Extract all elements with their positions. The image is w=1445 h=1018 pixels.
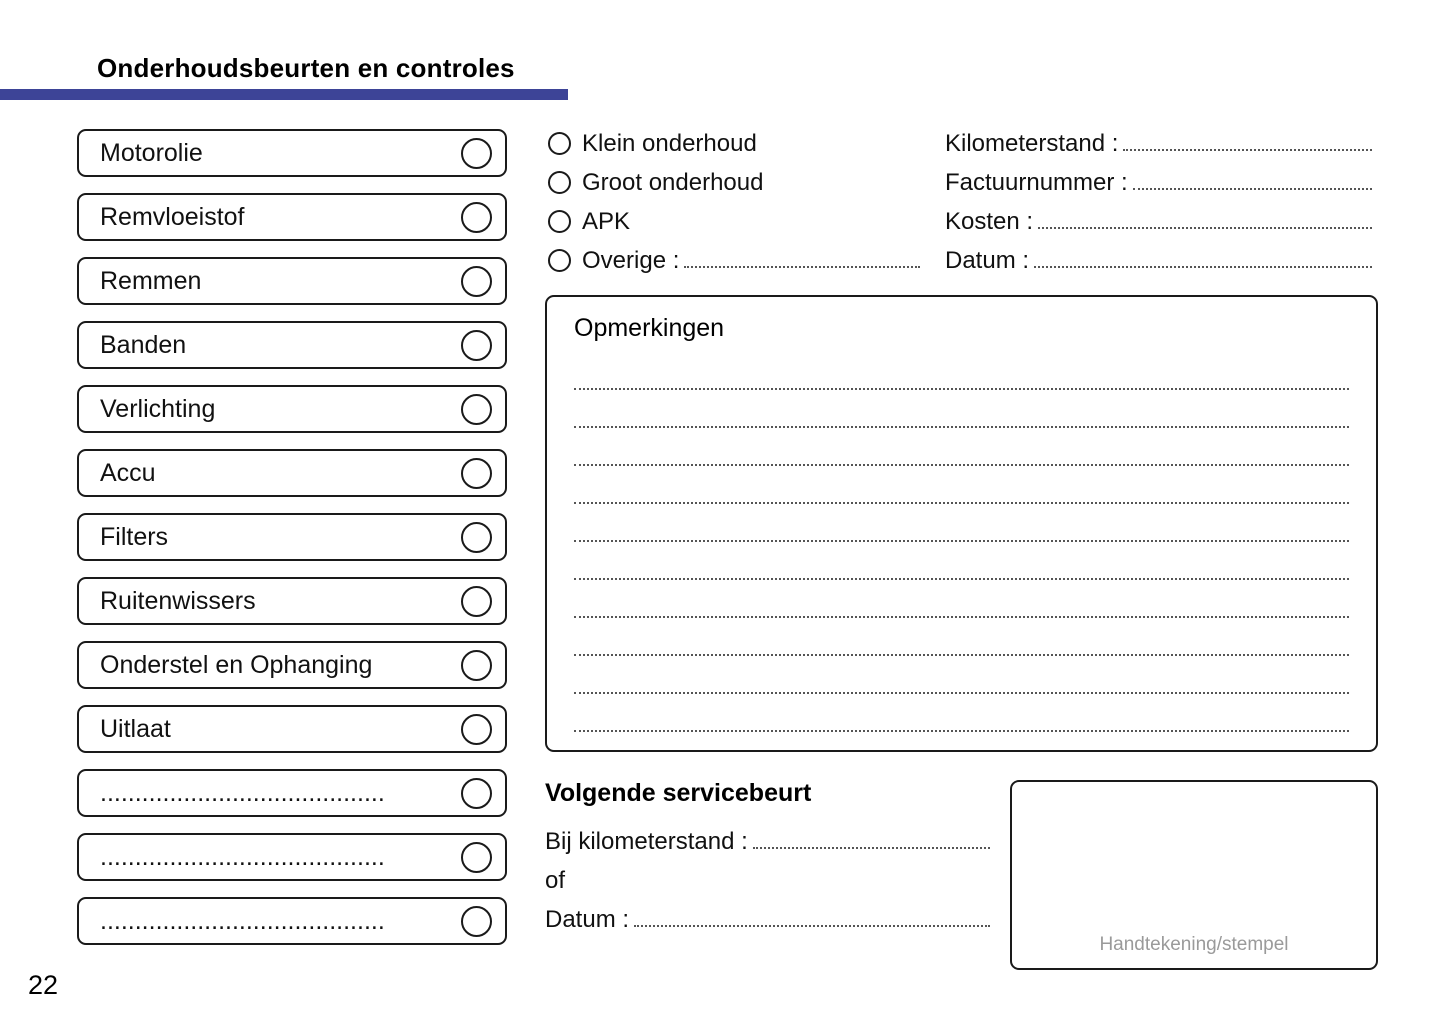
checklist-item-label: Verlichting [100,394,216,423]
next-service-section [545,779,990,939]
remarks-title: Opmerkingen [574,314,725,342]
checklist-item [77,641,507,689]
fill-in-line[interactable] [753,835,990,849]
checkbox-circle[interactable] [461,266,492,297]
next-service-or-label: of [545,866,566,894]
checklist-item-label: Uitlaat [100,714,171,743]
remark-write-line[interactable] [574,656,1349,694]
fill-in-line[interactable] [1038,215,1372,229]
checklist-item-label: Remvloeistof [100,202,245,231]
next-service-km-label: Bij kilometerstand : [545,827,748,855]
checklist-item [77,257,507,305]
next-service-date-label: Datum : [545,905,630,933]
radio-circle[interactable] [548,171,571,194]
checklist-item-label: Filters [100,522,169,551]
service-field [945,202,1372,241]
remark-write-line[interactable] [574,694,1349,732]
checklist-item [77,769,507,817]
checklist-item-label: ......................................... [100,842,385,871]
fill-in-line[interactable] [1123,137,1372,151]
next-service-title: Volgende servicebeurt [545,779,812,807]
remark-write-line[interactable] [574,390,1349,428]
remark-write-line[interactable] [574,504,1349,542]
checklist-item-label: Accu [100,458,156,487]
fill-in-line[interactable] [1133,176,1372,190]
checklist-item [77,449,507,497]
checklist-item [77,385,507,433]
checkbox-circle[interactable] [461,202,492,233]
remarks-lines [574,352,1349,732]
service-field-label: Kosten : [945,207,1034,235]
checkbox-circle[interactable] [461,458,492,489]
fill-in-line[interactable] [634,913,990,927]
next-service-date-row [545,900,990,939]
checklist-item-label: ......................................... [100,778,385,807]
checklist [77,129,507,945]
checklist-item [77,513,507,561]
checklist-item-label: Motorolie [100,138,203,167]
checklist-item [77,129,507,177]
checklist-item [77,193,507,241]
remark-write-line[interactable] [574,618,1349,656]
checklist-item [77,833,507,881]
remark-write-line[interactable] [574,428,1349,466]
remark-write-line[interactable] [574,542,1349,580]
service-field-label: Kilometerstand : [945,129,1119,157]
service-type-label: Klein onderhoud [582,129,757,157]
remarks-box [545,295,1378,752]
service-fields [945,124,1372,280]
service-type-label: Overige : [582,246,680,274]
service-type-option [548,163,920,202]
service-field [945,163,1372,202]
checklist-item [77,897,507,945]
page-number: 22 [28,970,59,1000]
service-field-label: Datum : [945,246,1030,274]
checkbox-circle[interactable] [461,778,492,809]
signature-label: Handtekening/stempel [1099,934,1289,955]
checklist-item-label: ......................................... [100,906,385,935]
radio-circle[interactable] [548,132,571,155]
service-type-option [548,241,920,280]
fill-in-line[interactable] [1034,254,1372,268]
service-field [945,124,1372,163]
radio-circle[interactable] [548,249,571,272]
service-type-option [548,202,920,241]
remark-write-line[interactable] [574,466,1349,504]
remark-write-line[interactable] [574,580,1349,618]
checkbox-circle[interactable] [461,586,492,617]
radio-circle[interactable] [548,210,571,233]
checklist-item [77,321,507,369]
checklist-item-label: Remmen [100,266,202,295]
checklist-item-label: Onderstel en Ophanging [100,650,373,679]
checkbox-circle[interactable] [461,714,492,745]
next-service-km-row [545,822,990,861]
service-field-label: Factuurnummer : [945,168,1128,196]
checklist-item [77,705,507,753]
service-type-label: Groot onderhoud [582,168,764,196]
checkbox-circle[interactable] [461,522,492,553]
checkbox-circle[interactable] [461,394,492,425]
checklist-item-label: Banden [100,330,187,359]
signature-box [1010,780,1378,970]
checkbox-circle[interactable] [461,138,492,169]
service-field [945,241,1372,280]
fill-in-line[interactable] [684,254,920,268]
checklist-item-label: Ruitenwissers [100,586,256,615]
title-underline-bar [0,89,568,100]
checkbox-circle[interactable] [461,842,492,873]
checklist-item [77,577,507,625]
checkbox-circle[interactable] [461,650,492,681]
page-title: Onderhoudsbeurten en controles [97,53,515,83]
checkbox-circle[interactable] [461,906,492,937]
checkbox-circle[interactable] [461,330,492,361]
service-type-options [548,124,920,280]
service-type-option [548,124,920,163]
service-type-label: APK [582,207,631,235]
remark-write-line[interactable] [574,352,1349,390]
